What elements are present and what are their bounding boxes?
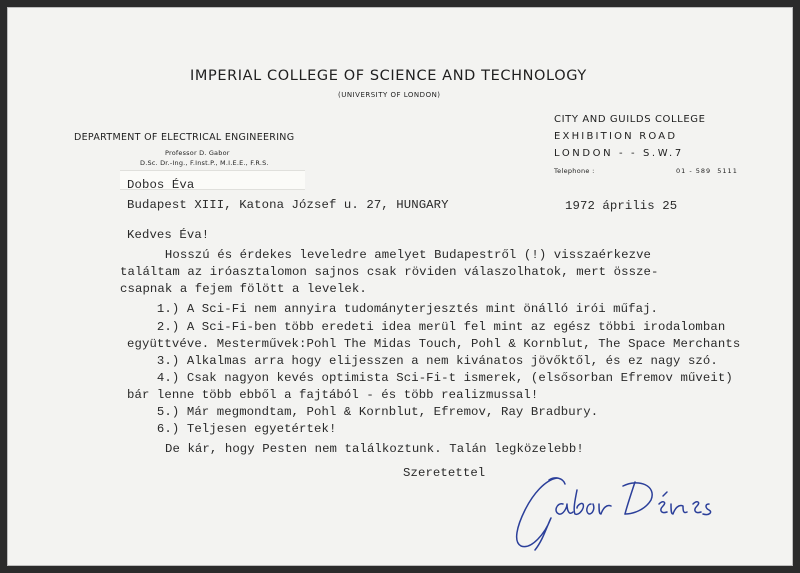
body-line: találtam az iróasztalomon sajnos csak röviden válaszolhatok, mert össze-	[120, 265, 659, 279]
body-line: 6.) Teljesen egyetértek!	[127, 422, 337, 436]
body-line: 5.) Már megmondtam, Pohl & Kornblut, Efremov, Ray Bradbury.	[127, 405, 599, 419]
closing: Szeretettel	[403, 466, 486, 480]
telephone-number: 01 - 589 5111	[676, 167, 738, 175]
address-road: EXHIBITION ROAD	[554, 131, 678, 142]
body-line: De kár, hogy Pesten nem találkoztunk. Talán legközelebb!	[165, 442, 584, 456]
body-line: 3.) Alkalmas arra hogy elijesszen a nem kivánatos jövőktől, és ez nagy szó.	[127, 354, 718, 368]
body-line: 4.) Csak nagyon kevés optimista Sci-Fi-t ismerek, (elsősorban Efremov műveit)	[127, 371, 733, 385]
university-name: (UNIVERSITY OF LONDON)	[338, 91, 441, 99]
body-line: bár lenne több ebből a fajtából - és több realizmussal!	[127, 388, 539, 402]
recipient-name: Dobos Éva	[127, 178, 195, 192]
institution-name: IMPERIAL COLLEGE OF SCIENCE AND TECHNOLOGY	[190, 68, 587, 84]
body-line: csapnak a fejem fölött a levelek.	[120, 282, 367, 296]
salutation: Kedves Éva!	[127, 228, 210, 242]
professor-degrees: D.Sc. Dr.-Ing., F.Inst.P., M.I.E.E., F.R.S.	[140, 159, 269, 167]
recipient-address: Budapest XIII, Katona József u. 27, HUNGARY	[127, 198, 449, 212]
body-line: 1.) A Sci-Fi nem annyira tudományterjesztés mint önálló irói műfaj.	[127, 302, 659, 316]
letter-date: 1972 április 25	[565, 199, 678, 213]
body-line: együttvéve. Mesterművek:Pohl The Midas Touch, Pohl & Kornblut, The Space Merchants	[127, 337, 741, 351]
address-college: CITY AND GUILDS COLLEGE	[554, 114, 706, 125]
department-name: DEPARTMENT OF ELECTRICAL ENGINEERING	[74, 132, 295, 143]
handwritten-signature	[505, 460, 715, 560]
body-line: Hosszú és érdekes leveledre amelyet Budapestről (!) visszaérkezve	[120, 248, 652, 262]
professor-name: Professor D. Gabor	[165, 149, 230, 157]
telephone-label: Telephone :	[554, 167, 595, 175]
body-line: 2.) A Sci-Fi-ben több eredeti idea merül fel mint az egész többi irodalomban	[127, 320, 726, 334]
address-city: LONDON - - S.W.7	[554, 148, 684, 159]
